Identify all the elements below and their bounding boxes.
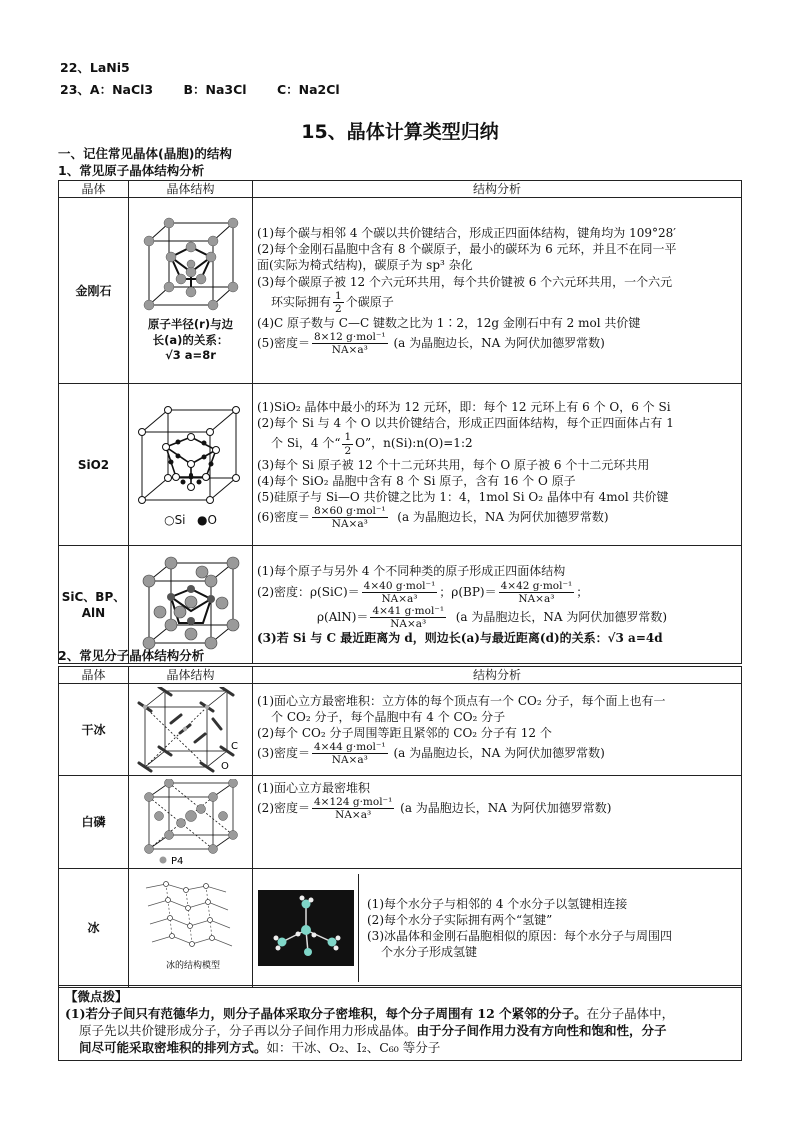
denominator: NA×a³ <box>381 592 418 605</box>
subsection-heading-atomic: 1、常见原子晶体结构分析 <box>58 163 205 178</box>
analysis-line: (3)每个 Si 原子被 12 个十二元环共用，每个 O 原子被 6 个十二元环共用 <box>257 457 650 472</box>
row-sio2 <box>59 384 742 546</box>
dry-ice-lattice-image <box>135 687 247 773</box>
sio2-lattice-image <box>136 402 246 512</box>
tip-line <box>65 1040 735 1057</box>
carbon-label: C <box>230 740 238 752</box>
denominator: NA×a³ <box>331 754 368 767</box>
text: (a 为晶胞边长，NA 为阿伏加德罗常数) <box>400 801 612 816</box>
density-fraction <box>312 331 388 356</box>
analysis-line: (1)面心立方最密堆积：立方体的每个顶点有一个 CO₂ 分子，每个面上也有一 <box>257 693 666 708</box>
analysis-line: (1)每个原子与另外 4 个不同种类的原子形成正四面体结构 <box>257 564 566 579</box>
si-legend-icon: ○ <box>164 512 175 527</box>
ice-lattice-image <box>136 880 246 976</box>
answer-23-b: B：Na3Cl <box>183 82 247 97</box>
row-sic <box>59 546 742 664</box>
text: (a 为晶胞边长，NA 为阿伏加德罗常数) <box>397 510 609 525</box>
numerator: 4×124 g·mol⁻¹ <box>314 796 393 809</box>
section-heading: 一、记住常见晶体(晶胞)的结构 <box>58 146 232 161</box>
page-title: 15、晶体计算类型归纳 <box>301 121 499 143</box>
ice-caption: 冰的结构模型 <box>165 961 220 972</box>
answer-23-c: C：Na2Cl <box>276 82 340 97</box>
answer-23 <box>60 82 366 104</box>
legend-label: Si <box>174 512 186 527</box>
diamond-caption <box>131 317 250 364</box>
diamond-lattice-image <box>141 217 241 317</box>
crystal-name: 冰 <box>59 869 129 988</box>
fraction-half: $\frac{1}{2}$ <box>335 289 342 315</box>
caption-line: 原子半径(r)与边 <box>147 317 234 332</box>
analysis-line: 个水分子形成氢键 <box>381 945 478 960</box>
analysis-line: 个 CO₂ 分子，每个晶胞中有 4 个 CO₂ 分子 <box>271 710 506 725</box>
dry-ice-structure-cell <box>129 684 253 776</box>
diamond-structure-cell <box>129 198 253 384</box>
p4-legend-icon <box>159 857 166 864</box>
p4-label: P4 <box>170 856 183 866</box>
crystal-name: 白磷 <box>59 776 129 869</box>
crystal-name: 金刚石 <box>59 198 129 384</box>
row-white-phosphorus <box>59 776 742 869</box>
o-legend-icon: ● <box>196 512 208 527</box>
header-structure: 晶体结构 <box>129 667 253 684</box>
analysis-line: (1)面心立方最密堆积 <box>257 781 370 796</box>
numerator: 4×44 g·mol⁻¹ <box>314 741 386 754</box>
phosphorus-analysis <box>253 776 742 869</box>
analysis-line: (4)每个 SiO₂ 晶胞中含有 8 个 Si 原子，含有 16 个 O 原子 <box>257 473 576 488</box>
analysis-line: (2)每个 CO₂ 分子周围等距且紧邻的 CO₂ 分子有 12 个 <box>257 726 552 741</box>
molecular-crystal-table <box>58 666 742 988</box>
denominator: NA×a³ <box>331 344 368 357</box>
answer-23-a: 23、A：NaCl3 <box>60 82 154 97</box>
text: ρ(AlN)＝ <box>317 609 369 624</box>
denominator: NA×a³ <box>335 809 372 822</box>
row-ice <box>59 869 742 988</box>
analysis-line: (1)SiO₂ 晶体中最小的环为 12 元环，即：每个 12 元环上有 6 个 O，6 个 Si <box>257 400 671 415</box>
legend-label: O <box>207 512 217 527</box>
analysis-line: (4)C 原子数与 C—C 键数之比为 1∶2，12g 金刚石中有 2 mol 共价键 <box>257 315 641 330</box>
denominator: NA×a³ <box>518 592 555 605</box>
row-dry-ice <box>59 684 742 776</box>
phosphorus-structure-cell <box>129 776 253 869</box>
density-fraction <box>370 605 446 630</box>
sic-structure-cell <box>129 546 253 664</box>
text: 环实际拥有 <box>271 294 332 309</box>
caption-formula: √3 a=8r <box>165 348 216 363</box>
fraction-half: $\frac{1}{2}$ <box>344 431 352 457</box>
header-analysis: 结构分析 <box>253 667 742 684</box>
sio2-structure-cell <box>129 384 253 546</box>
text: (a 为晶胞边长，NA 为阿伏加德罗常数) <box>393 336 605 351</box>
tip-text: 如：干冰、O₂、I₂、C₆₀ 等分子 <box>266 1039 441 1055</box>
ice-photo-frame <box>253 874 359 982</box>
diamond-analysis <box>253 198 742 384</box>
previous-answers <box>60 60 366 104</box>
sic-analysis <box>253 546 742 664</box>
crystal-name: 干冰 <box>59 684 129 776</box>
tip-text: 在分子晶体中， <box>586 1005 675 1021</box>
density-fraction <box>312 796 394 821</box>
analysis-line: (2)每个水分子实际拥有两个“氢键” <box>367 913 553 927</box>
crystal-name: SiO2 <box>59 384 129 546</box>
sic-lattice-image <box>141 555 241 655</box>
tip-text-bold: 间尽可能采取密堆积的排列方式。 <box>79 1039 267 1055</box>
crystal-name: SiC、BP、AlN <box>59 546 129 664</box>
tip-line <box>65 1006 735 1023</box>
answer-22: 22、LaNi5 <box>60 60 130 75</box>
text: (6)密度＝ <box>257 510 310 525</box>
density-formula: (2)密度：ρ(SiC)＝ $\frac{\text{4×40 g·mol⁻¹}}{\text{NA×a³}}$ ；ρ(BP)＝ $\frac{\text{4×42 g·mol⁻¹}}{\text{NA×a³}}$ ； <box>257 579 589 605</box>
ice-analysis-wrapper <box>253 869 741 987</box>
sio2-analysis <box>253 384 742 546</box>
tip-text: 原子先以共价键形成分子，分子再以分子间作用力形成晶体。 <box>79 1022 417 1038</box>
density-fraction <box>312 741 388 766</box>
analysis-line: 面(实际为椅式结构)，碳原子为 sp³ 杂化 <box>257 258 473 273</box>
header-analysis: 结构分析 <box>253 181 742 198</box>
analysis-line: (5)硅原子与 Si—O 共价键之比为 1：4，1mol Si O₂ 晶体中有 4mol 共价键 <box>257 489 669 504</box>
atomic-crystal-table <box>58 180 742 664</box>
text: (5)密度＝ <box>257 336 310 351</box>
caption-line: 长(a)的关系： <box>152 332 229 347</box>
text: (a 为晶胞边长，NA 为阿伏加德罗常数) <box>393 746 605 761</box>
analysis-line: (2)每个 Si 与 4 个 O 以共价键结合，形成正四面体结构，每个正四面体占有 1 <box>257 416 674 431</box>
analysis-line: (3)冰晶体和金刚石晶胞相似的原因：每个水分子与周围四 <box>367 929 673 944</box>
density-formula <box>257 331 737 356</box>
row-diamond <box>59 198 742 384</box>
text: O”，n(Si):n(O)=1:2 <box>355 436 473 451</box>
numerator: 8×12 g·mol⁻¹ <box>314 331 386 344</box>
tip-text-bold: (1)若分子间只有范德华力，则分子晶体采取分子密堆积，每个分子周围有 12 个紧邻的分子。 <box>65 1005 587 1021</box>
tip-heading: 【微点拨】 <box>65 989 128 1004</box>
ice-analysis <box>359 894 680 963</box>
sio2-legend <box>131 512 250 528</box>
analysis-line: (1)每个水分子与相邻的 4 个水分子以氢键相连接 <box>367 896 628 911</box>
ice-analysis-cell <box>253 869 742 988</box>
density-fraction <box>312 505 388 530</box>
ice-molecule-photo <box>258 890 354 966</box>
text: ；ρ(BP)＝ <box>439 584 497 599</box>
subsection-heading-molecular: 2、常见分子晶体结构分析 <box>58 648 205 663</box>
numerator: 4×41 g·mol⁻¹ <box>372 604 445 617</box>
text: (2)密度：ρ(SiC)＝ <box>257 584 360 599</box>
numerator: 4×42 g·mol⁻¹ <box>500 579 573 592</box>
tip-line <box>65 1023 735 1040</box>
dry-ice-analysis <box>253 684 742 776</box>
analysis-line-fraction <box>257 290 737 315</box>
analysis-line: (2)每个金刚石晶胞中含有 8 个碳原子，最小的碳环为 6 元环，并且不在同一平 <box>257 242 677 257</box>
text: (3)密度＝ <box>257 746 310 761</box>
analysis-line: (1)每个碳与相邻 4 个碳以共价键结合，形成正四面体结构，键角均为 109°28′ <box>257 226 676 241</box>
ice-structure-cell <box>129 869 253 988</box>
denominator: NA×a³ <box>331 518 368 531</box>
density-fraction <box>499 580 575 605</box>
text: (a 为晶胞边长，NA 为阿伏加德罗常数) <box>455 609 668 624</box>
oxygen-label: O <box>220 760 229 772</box>
density-formula <box>257 741 737 766</box>
numerator: 4×40 g·mol⁻¹ <box>363 579 436 592</box>
header-crystal: 晶体 <box>59 667 129 684</box>
analysis-line-fraction <box>257 431 737 456</box>
phosphorus-lattice-image <box>141 779 241 865</box>
text: 个 Si，4 个“ <box>271 436 341 451</box>
header-structure: 晶体结构 <box>129 181 253 198</box>
numerator: 8×60 g·mol⁻¹ <box>314 505 386 518</box>
tip-box <box>58 985 742 1061</box>
analysis-line: (3)每个碳原子被 12 个六元环共用，每个共价键被 6 个六元环共用，一个六元 <box>257 274 673 289</box>
text: 个碳原子 <box>345 294 394 309</box>
tip-text-bold: 由于分子间作用力没有方向性和饱和性，分子 <box>416 1022 667 1038</box>
density-formula <box>257 505 737 530</box>
density-fraction <box>362 580 438 605</box>
header-crystal: 晶体 <box>59 181 129 198</box>
analysis-line: (3)若 Si 与 C 最近距离为 d，则边长(a)与最近距离(d)的关系：√3 a=4d <box>257 630 663 645</box>
density-formula <box>257 796 737 821</box>
text: (2)密度＝ <box>257 801 310 816</box>
density-formula <box>257 605 737 630</box>
denominator: NA×a³ <box>390 617 427 630</box>
